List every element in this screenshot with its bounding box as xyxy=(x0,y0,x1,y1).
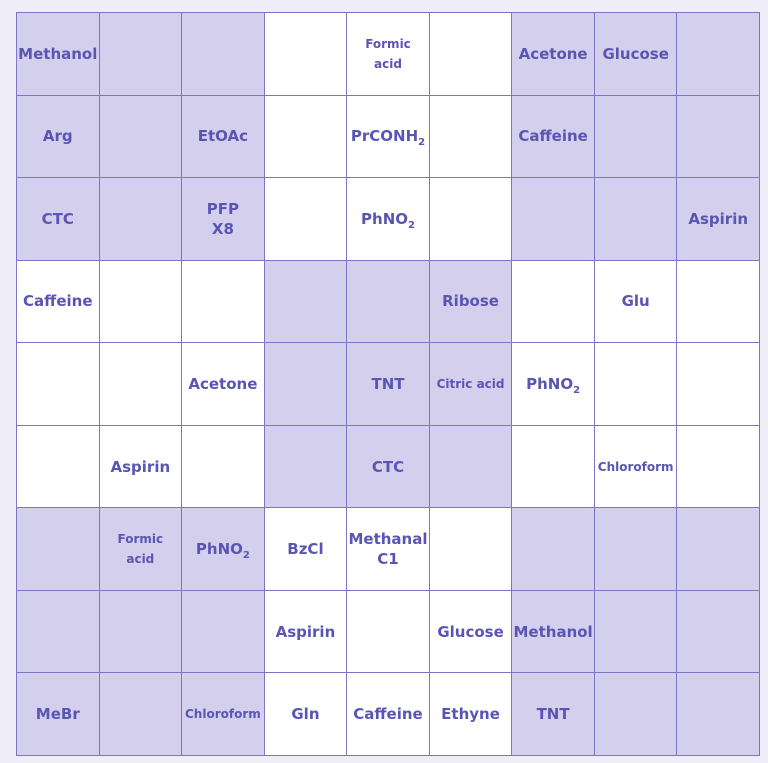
cell-text: Acetone xyxy=(188,374,258,393)
grid-cell-r1-c1 xyxy=(17,13,100,96)
cell-subscript: 2 xyxy=(408,219,415,231)
cell-text: PrCONH xyxy=(350,127,419,146)
cell-text: PFP xyxy=(206,199,239,218)
cell-label xyxy=(207,199,239,219)
cell-text: Methanol xyxy=(513,622,593,641)
grid-cell-r9-c9 xyxy=(677,673,760,756)
cell-label xyxy=(537,704,570,724)
grid-cell-r4-c4 xyxy=(265,261,348,344)
cell-label xyxy=(195,539,250,562)
grid-cell-r7-c9 xyxy=(677,508,760,591)
cell-content xyxy=(622,291,650,311)
cell-text: PhNO xyxy=(526,374,574,393)
cell-content xyxy=(349,34,427,74)
grid-cell-r2-c6 xyxy=(430,96,513,179)
cell-label xyxy=(185,704,261,724)
cell-label xyxy=(437,374,505,394)
cell-text: Aspirin xyxy=(688,209,749,228)
grid-cell-r4-c8 xyxy=(595,261,678,344)
cell-content xyxy=(437,374,505,394)
grid-cell-r8-c5 xyxy=(347,591,430,674)
cell-content xyxy=(18,44,97,64)
grid-cell-r5-c1 xyxy=(17,343,100,426)
grid-cell-r1-c8 xyxy=(595,13,678,96)
grid-cell-r8-c7 xyxy=(512,591,595,674)
grid-cell-r9-c4 xyxy=(265,673,348,756)
grid-cell-r6-c2 xyxy=(100,426,183,509)
cell-text: PhNO xyxy=(195,540,243,559)
grid-cell-r4-c2 xyxy=(100,261,183,344)
cell-label xyxy=(602,44,668,64)
grid-cell-r9-c5 xyxy=(347,673,430,756)
grid-cell-r3-c8 xyxy=(595,178,678,261)
puzzle-grid xyxy=(16,12,760,756)
grid-cell-r3-c3 xyxy=(182,178,265,261)
grid-cell-r8-c8 xyxy=(595,591,678,674)
cell-text: Aspirin xyxy=(275,622,336,641)
grid-cell-r8-c1 xyxy=(17,591,100,674)
grid-cell-r5-c8 xyxy=(595,343,678,426)
grid-cell-r1-c5 xyxy=(347,13,430,96)
cell-label xyxy=(43,126,73,146)
cell-text: BzCl xyxy=(287,540,324,559)
cell-content xyxy=(43,126,73,146)
grid-cell-r1-c2 xyxy=(100,13,183,96)
grid-cell-r4-c9 xyxy=(677,261,760,344)
grid-cell-r7-c3 xyxy=(182,508,265,591)
grid-cell-r3-c5 xyxy=(347,178,430,261)
grid-cell-r2-c1 xyxy=(17,96,100,179)
cell-content xyxy=(291,704,319,724)
cell-label xyxy=(519,44,588,64)
cell-label xyxy=(353,704,422,724)
cell-second-line: X8 xyxy=(211,219,234,238)
cell-content xyxy=(185,704,261,724)
cell-label xyxy=(688,209,748,229)
grid-cell-r3-c2 xyxy=(100,178,183,261)
cell-content xyxy=(111,457,171,477)
grid-cell-r9-c1 xyxy=(17,673,100,756)
cell-text: Glu xyxy=(621,292,650,311)
grid-cell-r3-c9 xyxy=(677,178,760,261)
cell-label xyxy=(36,704,80,724)
cell-label xyxy=(276,622,336,642)
cell-label xyxy=(526,374,580,394)
cell-content xyxy=(198,126,248,146)
cell-subscript: 2 xyxy=(418,137,426,149)
grid-cell-r2-c9 xyxy=(677,96,760,179)
cell-content xyxy=(518,126,587,146)
grid-cell-r6-c6 xyxy=(430,426,513,509)
cell-text: Caffeine xyxy=(23,292,93,311)
grid-cell-r1-c4 xyxy=(265,13,348,96)
cell-text: Citric acid xyxy=(436,376,505,391)
cell-content xyxy=(361,209,415,229)
cell-text: Gln xyxy=(291,705,320,724)
cell-label xyxy=(518,126,587,146)
grid-cell-r2-c7 xyxy=(512,96,595,179)
cell-content xyxy=(348,529,427,569)
grid-cell-r4-c1 xyxy=(17,261,100,344)
grid-cell-r4-c3 xyxy=(182,261,265,344)
grid-cell-r7-c7 xyxy=(512,508,595,591)
cell-content xyxy=(526,374,580,394)
cell-content xyxy=(195,539,250,562)
cell-content xyxy=(276,622,336,642)
grid-cell-r8-c3 xyxy=(182,591,265,674)
grid-cell-r1-c7 xyxy=(512,13,595,96)
cell-content xyxy=(371,374,404,394)
grid-cell-r5-c3 xyxy=(182,343,265,426)
cell-content xyxy=(372,457,404,477)
cell-label xyxy=(291,704,319,724)
grid-cell-r2-c4 xyxy=(265,96,348,179)
cell-content xyxy=(353,704,422,724)
grid-cell-r8-c4 xyxy=(265,591,348,674)
cell-content xyxy=(188,374,257,394)
cell-text: Methanal xyxy=(348,530,428,549)
grid-cell-r8-c9 xyxy=(677,591,760,674)
cell-text: EtOAc xyxy=(197,127,249,146)
grid-cell-r9-c6 xyxy=(430,673,513,756)
cell-content xyxy=(442,291,499,311)
cell-label xyxy=(350,126,426,149)
cell-text: Arg xyxy=(42,127,73,146)
grid-cell-r6-c8 xyxy=(595,426,678,509)
grid-cell-r7-c4 xyxy=(265,508,348,591)
cell-text: Acetone xyxy=(518,44,588,63)
cell-content xyxy=(23,291,92,311)
cell-content xyxy=(688,209,748,229)
grid-cell-r9-c3 xyxy=(182,673,265,756)
grid-cell-r3-c6 xyxy=(430,178,513,261)
cell-content xyxy=(350,126,426,149)
grid-cell-r2-c8 xyxy=(595,96,678,179)
cell-label xyxy=(348,529,427,549)
cell-content xyxy=(437,622,503,642)
cell-label xyxy=(372,457,404,477)
cell-second-line: C1 xyxy=(377,550,399,569)
grid-cell-r5-c2 xyxy=(100,343,183,426)
cell-label xyxy=(198,126,248,146)
cell-text: Formic acid xyxy=(365,36,411,71)
cell-label xyxy=(23,291,92,311)
cell-content xyxy=(102,529,180,569)
cell-content xyxy=(36,704,80,724)
grid-cell-r1-c3 xyxy=(182,13,265,96)
cell-label xyxy=(361,209,415,229)
cell-text: Glucose xyxy=(602,44,669,63)
cell-text: Aspirin xyxy=(110,457,171,476)
cell-text: Chloroform xyxy=(597,459,674,474)
grid-cell-r9-c8 xyxy=(595,673,678,756)
cell-text: PhNO xyxy=(361,209,408,228)
grid-cell-r9-c2 xyxy=(100,673,183,756)
grid-cell-r5-c9 xyxy=(677,343,760,426)
cell-content xyxy=(441,704,500,724)
grid-cell-r7-c1 xyxy=(17,508,100,591)
grid-cell-r6-c1 xyxy=(17,426,100,509)
grid-cell-r6-c3 xyxy=(182,426,265,509)
grid-cell-r2-c3 xyxy=(182,96,265,179)
cell-text: TNT xyxy=(371,374,405,393)
cell-content xyxy=(602,44,668,64)
cell-label xyxy=(514,622,593,642)
grid-cell-r4-c7 xyxy=(512,261,595,344)
cell-content xyxy=(519,44,588,64)
cell-label xyxy=(437,622,503,642)
cell-text: Ribose xyxy=(442,292,499,311)
grid-cell-r7-c8 xyxy=(595,508,678,591)
grid-cell-r5-c6 xyxy=(430,343,513,426)
grid-cell-r3-c4 xyxy=(265,178,348,261)
grid-cell-r6-c5 xyxy=(347,426,430,509)
cell-content xyxy=(42,209,74,229)
cell-label xyxy=(287,539,323,559)
grid-cell-r7-c2 xyxy=(100,508,183,591)
cell-text: Methanol xyxy=(18,44,98,63)
grid-cell-r5-c5 xyxy=(347,343,430,426)
cell-label xyxy=(18,44,97,64)
cell-content xyxy=(598,457,674,477)
grid-cell-r8-c6 xyxy=(430,591,513,674)
grid-cell-r3-c1 xyxy=(17,178,100,261)
grid-cell-r6-c4 xyxy=(265,426,348,509)
cell-text: MeBr xyxy=(35,705,80,724)
grid-cell-r5-c7 xyxy=(512,343,595,426)
cell-subscript: 2 xyxy=(242,550,250,562)
cell-label xyxy=(622,291,650,311)
cell-label xyxy=(349,34,427,74)
cell-content xyxy=(207,199,239,239)
cell-content xyxy=(287,539,323,559)
grid-cell-r1-c9 xyxy=(677,13,760,96)
cell-text: Chloroform xyxy=(185,707,261,722)
grid-cell-r3-c7 xyxy=(512,178,595,261)
cell-label xyxy=(188,374,257,394)
cell-content xyxy=(514,622,593,642)
cell-label xyxy=(442,291,499,311)
grid-cell-r4-c5 xyxy=(347,261,430,344)
cell-label xyxy=(598,457,674,477)
cell-text: CTC xyxy=(371,457,405,476)
grid-cell-r8-c2 xyxy=(100,591,183,674)
cell-text: Ethyne xyxy=(441,705,500,724)
cell-text: CTC xyxy=(41,209,74,228)
grid-cell-r2-c5 xyxy=(347,96,430,179)
cell-subscript: 2 xyxy=(573,384,581,396)
grid-cell-r1-c6 xyxy=(430,13,513,96)
cell-label xyxy=(111,457,171,477)
cell-text: TNT xyxy=(536,705,570,724)
grid-cell-r5-c4 xyxy=(265,343,348,426)
grid-cell-r2-c2 xyxy=(100,96,183,179)
grid-cell-r9-c7 xyxy=(512,673,595,756)
grid-cell-r7-c5 xyxy=(347,508,430,591)
cell-label xyxy=(42,209,74,229)
cell-text: Caffeine xyxy=(353,705,423,724)
cell-label xyxy=(371,374,404,394)
cell-text: Formic acid xyxy=(117,532,164,567)
grid-cell-r6-c9 xyxy=(677,426,760,509)
cell-text: Glucose xyxy=(437,622,504,641)
cell-label xyxy=(441,704,500,724)
cell-label xyxy=(102,529,180,569)
grid-cell-r6-c7 xyxy=(512,426,595,509)
grid-cell-r4-c6 xyxy=(430,261,513,344)
grid-cell-r7-c6 xyxy=(430,508,513,591)
cell-content xyxy=(537,704,570,724)
cell-text: Caffeine xyxy=(518,127,588,146)
